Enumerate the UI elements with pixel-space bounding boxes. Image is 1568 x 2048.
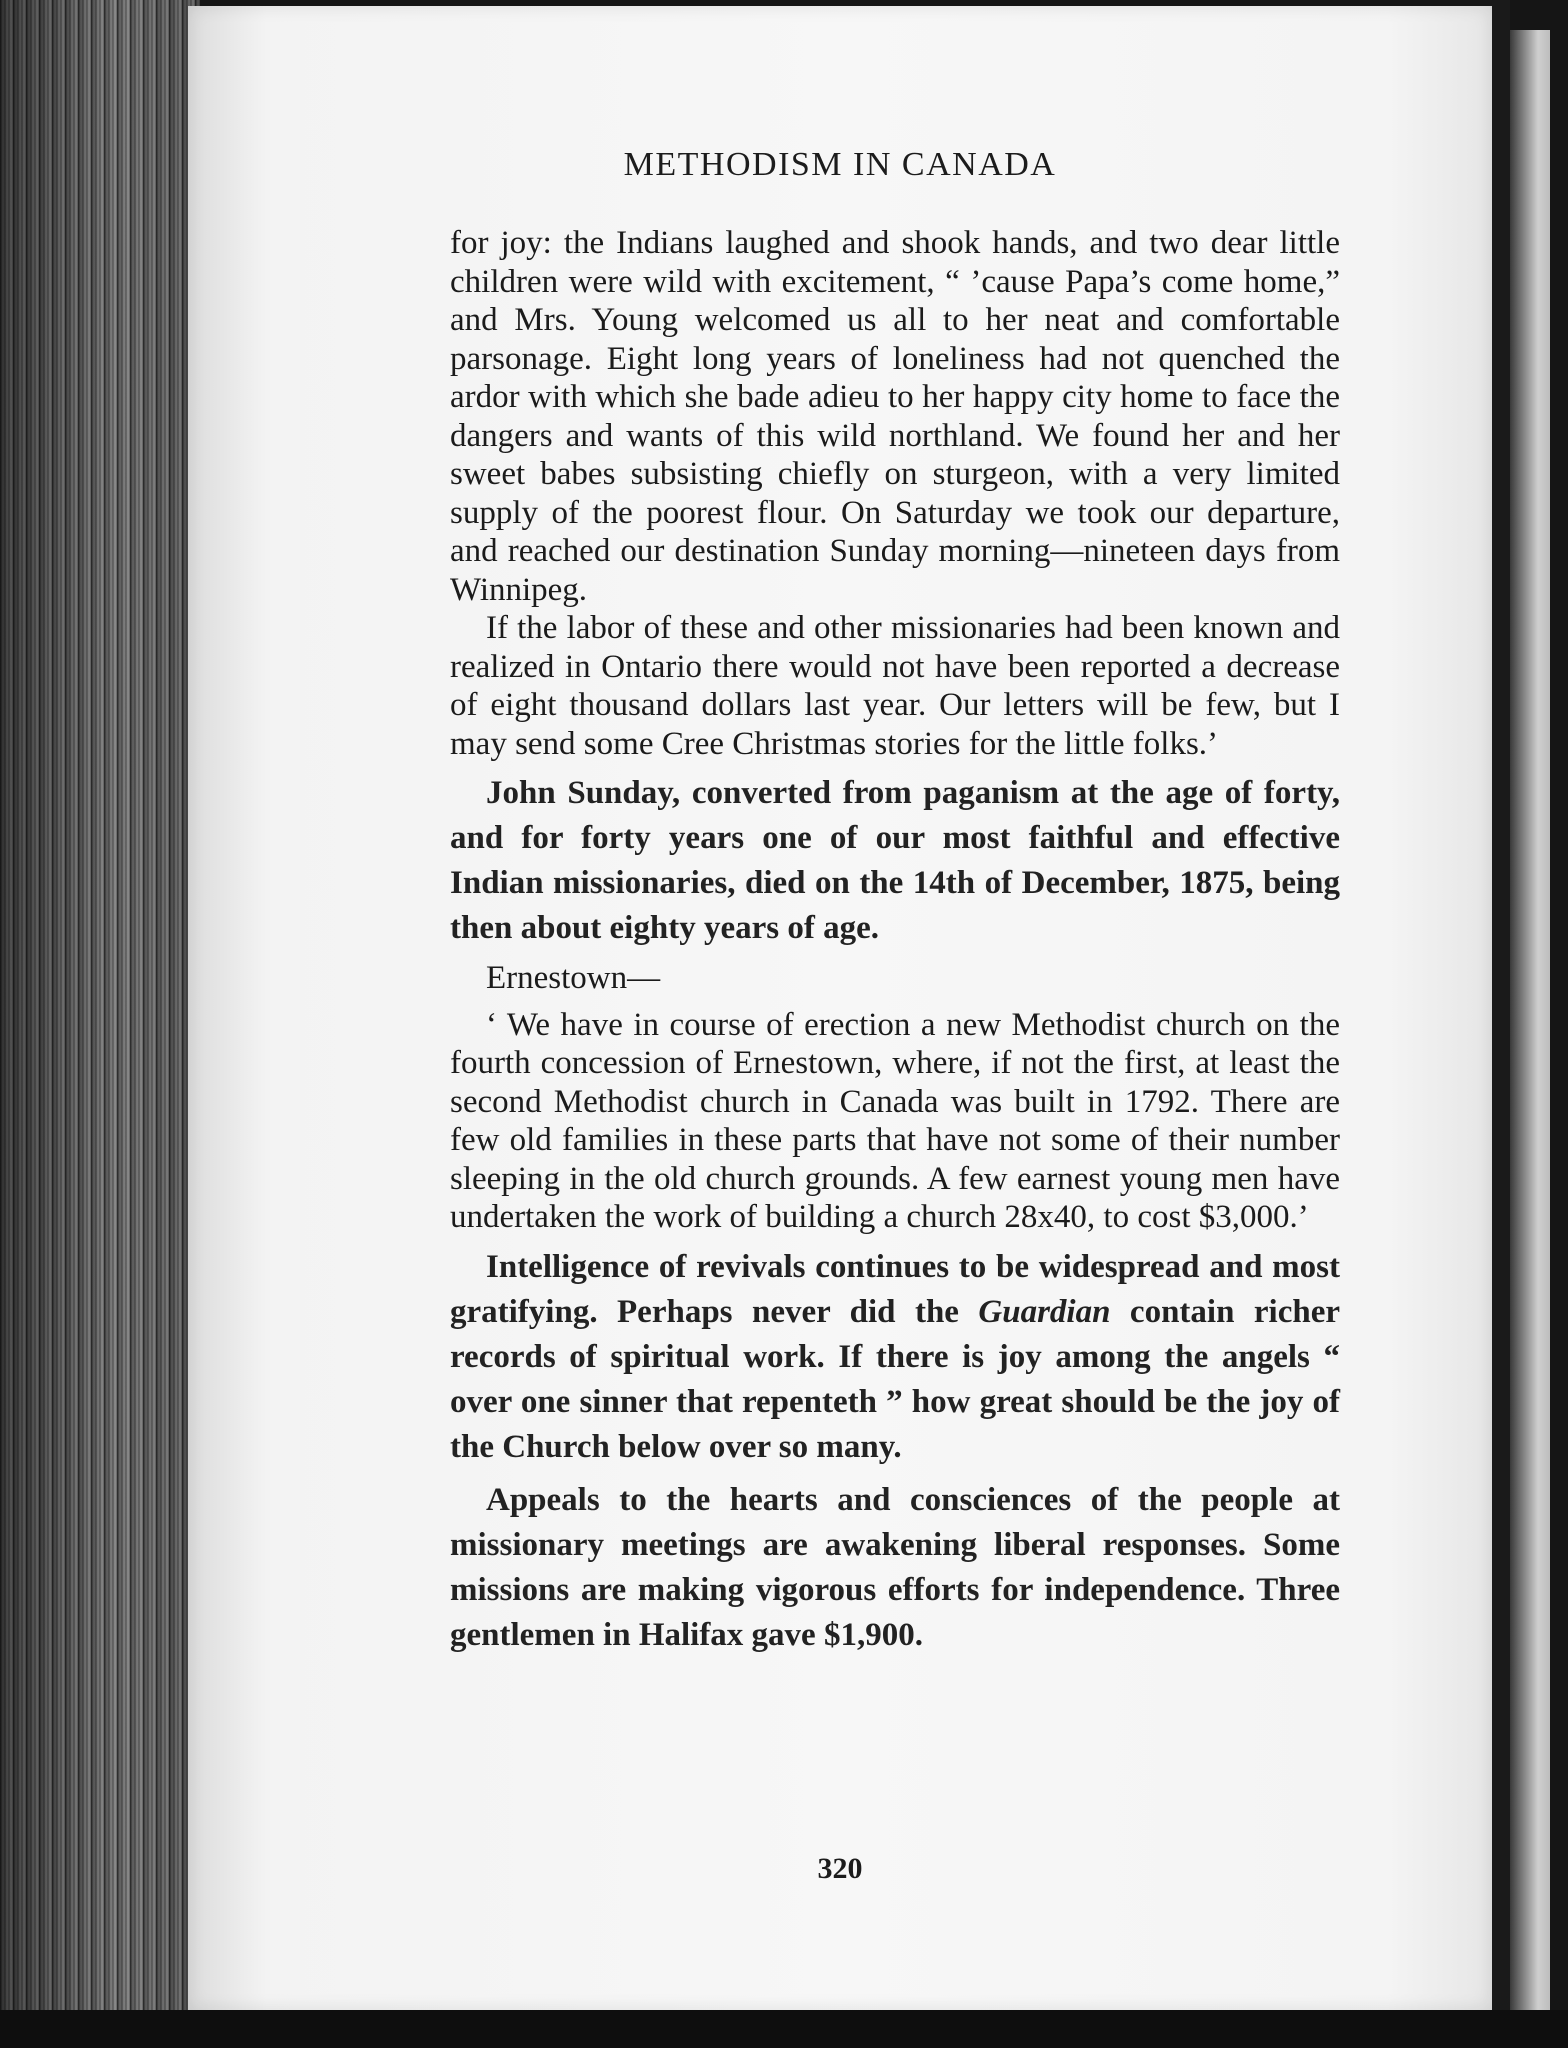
guardian-title: Guardian [978, 1293, 1111, 1330]
page-edges-shadow [0, 0, 200, 2048]
book-gutter [1490, 0, 1510, 2048]
page-body [450, 224, 1340, 1658]
scan-bottom-border [0, 2010, 1568, 2048]
paragraph-appeals: Appeals to the hearts and consciences of the people at missionary meetings are awakening liberal responses. Some missions are making vigorous efforts for independence. Three gentlemen in Halifax gave $1,900. [450, 1481, 1340, 1653]
next-page-edge [1510, 30, 1550, 2010]
paragraph-ernestown-heading: Ernestown— [486, 960, 661, 996]
book-page [188, 6, 1492, 2010]
paragraph-continuation: for joy: the Indians laughed and shook hands, and two dear little children were wild with excitement, “ ’cause Papa’s come home,” and Mrs. Young welcomed us all to her neat and comfortable parsonage. Eight long years of loneliness had not quenched the ardor with which she bade adieu to her happy city home to face the dangers and wants of this wild northland. We found her and her sweet babes subsisting chiefly on sturgeon, with a very limited supply of the poorest flour. On Saturday we took our departure, and reached our destination Sunday morning—nineteen days from Winnipeg. [450, 225, 1340, 608]
revivals-text-end: contain richer records of spiritual work. If there is joy among the angels “ over one sinner that repenteth ” how great should be the joy of the Church below over so many. [450, 1293, 1340, 1465]
running-head: METHODISM IN CANADA [623, 146, 1057, 183]
paragraph-revivals [450, 1245, 1340, 1470]
page-number: 320 [817, 1852, 863, 1885]
paragraph-quote-ending: If the labor of these and other missionaries had been known and realized in Ontario there would not have been reported a decrease of eight thousand dollars last year. Our letters will be few, but I may send some Cree Christmas stories for the little folks.’ [450, 610, 1340, 762]
revivals-text-start: Intelligence of revivals continues to be widespread and most gratifying. Perhaps never did the [450, 1248, 1340, 1330]
paragraph-john-sunday: John Sunday, converted from paganism at the age of forty, and for forty years one of our most faithful and effective Indian missionaries, died on the 14th of December, 1875, being then about eighty years of age. [450, 775, 1340, 946]
paragraph-ernestown-quote: ‘ We have in course of erection a new Methodist church on the fourth concession of Ernestown, where, if not the first, at least the second Methodist church in Canada was built in 1792. There are few old families in these parts that have not some of their number sleeping in the old church grounds. A few earnest young men have undertaken the work of building a church 28x40, to cost $3,000.’ [450, 1006, 1340, 1235]
